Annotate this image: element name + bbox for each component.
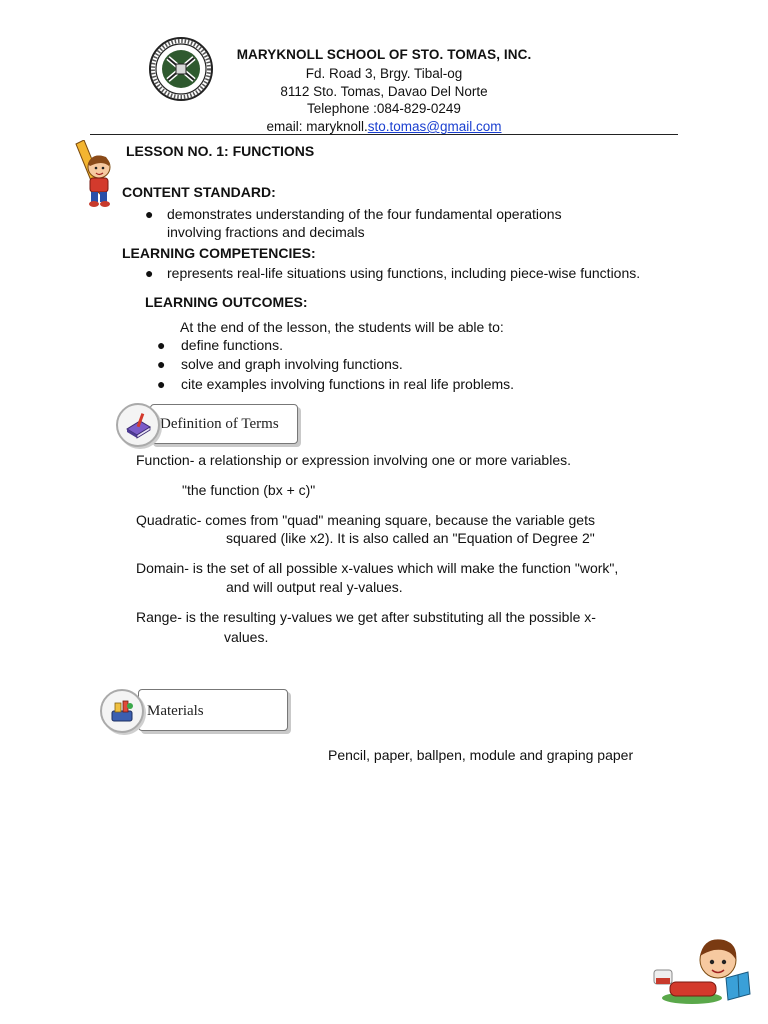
address-line-1: Fd. Road 3, Brgy. Tibal-og xyxy=(305,66,463,81)
definition-of-terms-banner xyxy=(116,403,306,449)
definition-range-continued: values. xyxy=(224,629,269,645)
learning-outcomes-intro: At the end of the lesson, the students will be able to: xyxy=(180,319,504,335)
lesson-title: LESSON NO. 1: FUNCTIONS xyxy=(126,143,315,159)
learning-outcome-text: define functions. xyxy=(181,337,283,353)
definition-quadratic: Quadratic- comes from "quad" meaning square, because the variable gets xyxy=(136,512,595,528)
learning-competencies-text: represents real-life situations using functions, including piece-wise functions. xyxy=(167,265,641,281)
definition-function-example: "the function (bx + c)" xyxy=(182,482,316,498)
telephone: Telephone :084-829-0249 xyxy=(307,101,461,116)
banner-label: Materials xyxy=(147,703,204,719)
email-link[interactable]: sto.tomas@gmail.com xyxy=(367,119,502,134)
pencil-kid-icon xyxy=(72,140,122,210)
kid-reading-icon xyxy=(652,930,752,1006)
header-divider xyxy=(90,134,678,135)
definition-function: Function- a relationship or expression involving one or more variables. xyxy=(136,452,571,468)
email-label: email: maryknoll. xyxy=(266,119,368,134)
materials-list: Pencil, paper, ballpen, module and graping paper xyxy=(328,747,634,763)
learning-outcome-text: solve and graph involving functions. xyxy=(181,356,403,372)
banner-label: Definition of Terms xyxy=(160,416,279,432)
email-line xyxy=(200,118,568,135)
materials-banner xyxy=(100,688,292,736)
learning-competencies-heading: LEARNING COMPETENCIES: xyxy=(122,245,316,261)
content-standard-heading: CONTENT STANDARD: xyxy=(122,184,276,200)
tools-icon xyxy=(100,689,144,733)
definition-domain: Domain- is the set of all possible x-values which will make the function "work", xyxy=(136,560,619,576)
content-standard-text: demonstrates understanding of the four fundamental operations involving fractions and decimals xyxy=(167,206,562,240)
learning-outcomes-heading: LEARNING OUTCOMES: xyxy=(145,294,308,310)
address-line-2: 8112 Sto. Tomas, Davao Del Norte xyxy=(280,84,488,99)
bullet-icon: ● xyxy=(157,337,166,353)
school-name: MARYKNOLL SCHOOL OF STO. TOMAS, INC. xyxy=(236,47,532,62)
definition-quadratic-continued: squared (like x2). It is also called an "Equation of Degree 2" xyxy=(226,530,595,546)
banner-box xyxy=(150,404,298,444)
book-icon xyxy=(116,403,160,447)
bullet-icon: ● xyxy=(145,265,154,281)
definition-domain-continued: and will output real y-values. xyxy=(226,579,403,595)
bullet-icon: ● xyxy=(145,206,154,222)
learning-outcome-text: cite examples involving functions in real life problems. xyxy=(181,376,515,392)
banner-box xyxy=(138,689,288,731)
bullet-icon: ● xyxy=(157,356,166,372)
definition-range: Range- is the resulting y-values we get after substituting all the possible x- xyxy=(136,609,596,625)
bullet-icon: ● xyxy=(157,376,166,392)
